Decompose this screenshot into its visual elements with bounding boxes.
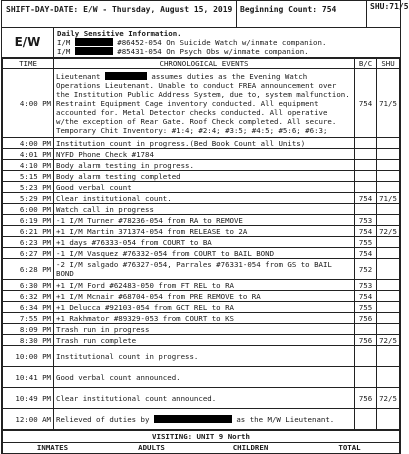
event-bc: 754	[355, 226, 377, 237]
event-time: 6:21 PM	[3, 226, 54, 237]
event-text: Good verbal count	[54, 182, 355, 193]
event-text: Institution count in progress.(Bed Book Count all Units)	[54, 138, 355, 149]
event-row	[3, 248, 400, 259]
event-time: 4:01 PM	[3, 149, 54, 160]
events-column-header: CHRONOLOGICAL EVENTS	[54, 59, 355, 69]
event-text: +1 days #76333-054 from COURT to BA	[54, 237, 355, 248]
event-time: 8:30 PM	[3, 335, 54, 346]
event-bc: 756	[355, 335, 377, 346]
event-row	[3, 204, 400, 215]
event-shu	[377, 409, 400, 430]
event-bc: 754	[355, 248, 377, 259]
event-bc	[355, 324, 377, 335]
event-row	[3, 302, 400, 313]
event-text: Trash run in progress	[54, 324, 355, 335]
event-time: 5:23 PM	[3, 182, 54, 193]
event-row	[3, 193, 400, 204]
event-row	[3, 259, 400, 280]
event-shu	[377, 237, 400, 248]
event-text: Body alarm testing in progress.	[54, 160, 355, 171]
event-shu	[377, 291, 400, 302]
event-time: 4:00 PM	[3, 69, 54, 138]
sensitive-info-block	[2, 28, 400, 58]
event-row	[3, 182, 400, 193]
event-text: -2 I/M salgado #76327-054, Parrales #76331-054 from GS to BAIL BOND	[54, 259, 355, 280]
shift-date-title: SHIFT-DAY-DATE: E/W - Thursday, August 15, 2019	[6, 5, 233, 14]
event-text: +1 Delucca #92103-054 from GCT REL to RA	[54, 302, 355, 313]
event-time: 8:09 PM	[3, 324, 54, 335]
event-text: -1 I/M Turner #78236-054 from RA to REMOVE	[54, 215, 355, 226]
shu-column-header: SHU	[377, 59, 400, 69]
event-bc: 753	[355, 280, 377, 291]
event-text: +1 Rakhmator #89329-053 from COURT to KS	[54, 313, 355, 324]
event-shu	[377, 182, 400, 193]
event-time: 6:19 PM	[3, 215, 54, 226]
event-time: 6:30 PM	[3, 280, 54, 291]
event-text: Clear institutional count announced.	[54, 388, 355, 409]
event-text: Clear institutional count.	[54, 193, 355, 204]
event-shu	[377, 280, 400, 291]
redaction-bar	[75, 47, 113, 55]
event-row	[3, 149, 400, 160]
event-shu	[377, 302, 400, 313]
event-shu	[377, 138, 400, 149]
event-time: 7:55 PM	[3, 313, 54, 324]
event-shu: 72/5	[377, 226, 400, 237]
event-row	[3, 367, 400, 388]
events-table	[2, 58, 400, 430]
event-text: NYFD Phone Check #1784	[54, 149, 355, 160]
event-time: 10:49 PM	[3, 388, 54, 409]
event-row	[3, 237, 400, 248]
beginning-count: Beginning Count: 754	[236, 1, 366, 27]
event-row	[3, 171, 400, 182]
visiting-header-row	[2, 443, 400, 454]
visiting-title: VISITING: UNIT 9 North	[2, 430, 400, 443]
event-text: +1 I/M Martin 371374-054 from RELEASE to 2A	[54, 226, 355, 237]
event-shu	[377, 324, 400, 335]
event-bc	[355, 204, 377, 215]
event-time: 6:32 PM	[3, 291, 54, 302]
event-row	[3, 160, 400, 171]
event-shu	[377, 367, 400, 388]
event-shu	[377, 313, 400, 324]
event-bc: 754	[355, 291, 377, 302]
events-header-row	[3, 59, 400, 69]
visiting-total-header: TOTAL	[338, 443, 361, 453]
shift-code: E/W	[2, 28, 54, 57]
event-time: 6:27 PM	[3, 248, 54, 259]
visiting-adults-header: ADULTS	[138, 443, 165, 453]
event-text: Relieved of duties by as the M/W Lieutenant.	[54, 409, 355, 430]
event-shu	[377, 215, 400, 226]
event-row	[3, 324, 400, 335]
event-bc	[355, 182, 377, 193]
event-text: +1 I/M Mcnair #68704-054 from PRE REMOVE to RA	[54, 291, 355, 302]
time-column-header: TIME	[3, 59, 54, 69]
redaction-bar	[154, 415, 232, 423]
event-shu: 71/5	[377, 69, 400, 138]
visiting-inmates-header: INMATES	[36, 443, 69, 453]
event-text: Body alarm testing completed	[54, 171, 355, 182]
event-row	[3, 280, 400, 291]
sensitive-info-line: I/M #86452-054 On Suicide Watch w/inmate companion.	[57, 38, 327, 48]
event-shu	[377, 204, 400, 215]
sensitive-info-text	[54, 28, 400, 57]
event-shu	[377, 248, 400, 259]
event-row	[3, 335, 400, 346]
event-bc: 756	[355, 313, 377, 324]
visiting-children-header: CHILDREN	[232, 443, 269, 453]
event-shu	[377, 259, 400, 280]
event-shu: 72/5	[377, 335, 400, 346]
redaction-bar	[75, 38, 113, 46]
event-bc: 755	[355, 302, 377, 313]
event-text: -1 I/M Vasquez #76332-054 from COURT to BAIL BOND	[54, 248, 355, 259]
event-bc	[355, 367, 377, 388]
event-bc	[355, 346, 377, 367]
event-bc	[355, 149, 377, 160]
event-bc: 755	[355, 237, 377, 248]
event-row	[3, 215, 400, 226]
event-time: 10:00 PM	[3, 346, 54, 367]
event-time: 6:23 PM	[3, 237, 54, 248]
event-row	[3, 346, 400, 367]
event-text: Lieutenant assumes duties as the Evening Watch Operations Lieutenant. Unable to conduct FREA announcement over the Institution Public Address System, due to, system malfunction. Restraint Equipment Cage inventory conducted. All equipment accounted for. Metal Detector checks conducted. All operative w/the exception of Rear Gate. Roof Check completed. All secure. Temporary Chit Inventory: #1:4; #2:4; #3:5; #4:5; #5:6; #6:3;	[54, 69, 355, 138]
event-shu: 71/5	[377, 193, 400, 204]
event-row	[3, 138, 400, 149]
event-bc	[355, 171, 377, 182]
event-text: Watch call in progress	[54, 204, 355, 215]
event-time: 4:00 PM	[3, 138, 54, 149]
event-time: 5:29 PM	[3, 193, 54, 204]
bc-column-header: B/C	[355, 59, 377, 69]
event-bc: 753	[355, 215, 377, 226]
shu-count: SHU:71/5	[366, 1, 409, 27]
event-bc: 756	[355, 388, 377, 409]
event-text: +1 I/M Ford #62483-050 from FT REL to RA	[54, 280, 355, 291]
event-bc	[355, 138, 377, 149]
event-row	[3, 226, 400, 237]
event-shu	[377, 171, 400, 182]
event-time: 6:00 PM	[3, 204, 54, 215]
event-time: 10:41 PM	[3, 367, 54, 388]
event-bc: 752	[355, 259, 377, 280]
event-bc: 754	[355, 69, 377, 138]
event-shu	[377, 149, 400, 160]
event-row	[3, 291, 400, 302]
event-time: 6:34 PM	[3, 302, 54, 313]
sensitive-info-heading: Daily Sensitive Information.	[57, 29, 182, 38]
header-bar	[2, 0, 409, 28]
event-row	[3, 388, 400, 409]
event-text: Good verbal count announced.	[54, 367, 355, 388]
shift-log-page	[1, 0, 409, 454]
event-time: 12:00 AM	[3, 409, 54, 430]
redaction-bar	[105, 72, 147, 80]
event-shu	[377, 160, 400, 171]
event-bc: 754	[355, 193, 377, 204]
event-shu: 72/5	[377, 388, 400, 409]
event-shu	[377, 346, 400, 367]
event-time: 6:28 PM	[3, 259, 54, 280]
event-text: Trash run complete	[54, 335, 355, 346]
event-time: 4:10 PM	[3, 160, 54, 171]
event-bc	[355, 160, 377, 171]
event-row	[3, 69, 400, 138]
event-bc	[355, 409, 377, 430]
event-row	[3, 313, 400, 324]
event-row	[3, 409, 400, 430]
event-text: Institutional count in progress.	[54, 346, 355, 367]
sensitive-info-line: I/M #85431-054 On Psych Obs w/inmate companion.	[57, 47, 309, 57]
event-time: 5:15 PM	[3, 171, 54, 182]
